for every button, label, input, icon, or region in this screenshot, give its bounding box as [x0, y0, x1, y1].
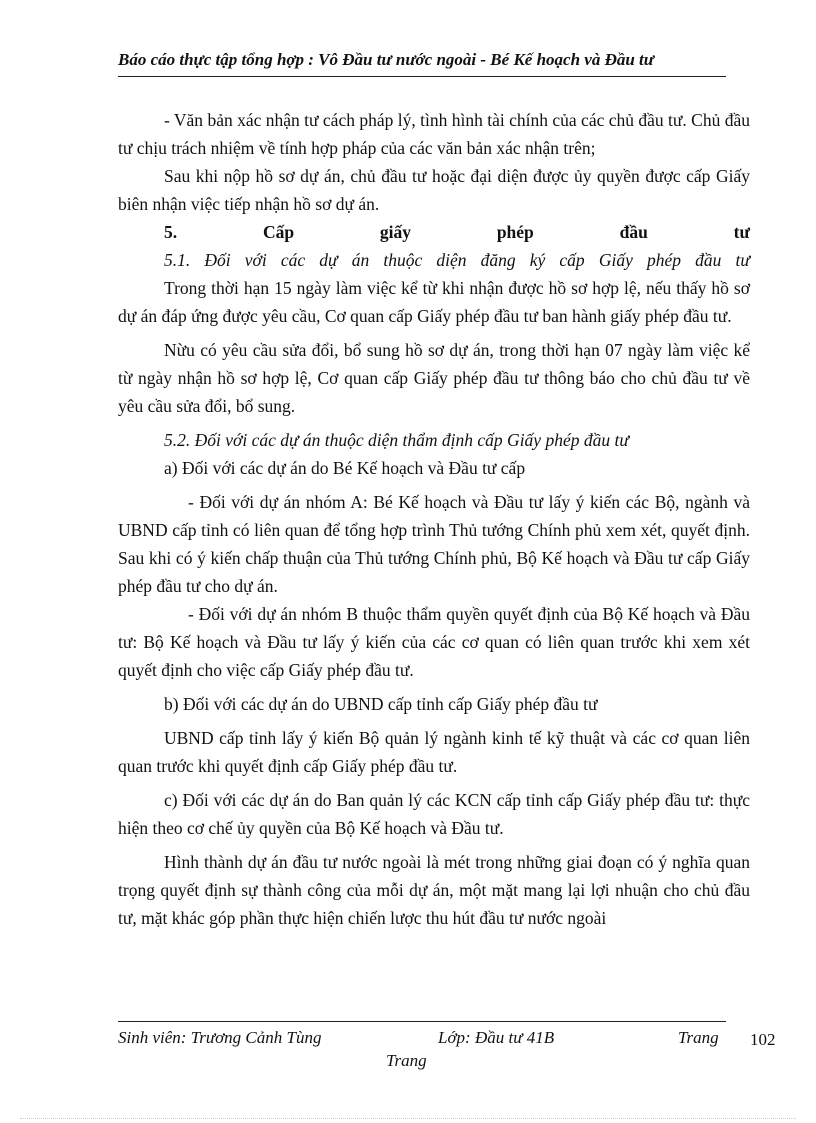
subheading-5-1: [118, 246, 750, 274]
subheading-word: Đối: [204, 250, 231, 270]
paragraph-bullet-legal: - Văn bản xác nhận tư cách pháp lý, tình hình tài chính của các chủ đầu tư. Chủ đầu tư chịu trách nhiệm về tính hợp pháp của các văn bản xác nhận trên;: [118, 110, 750, 158]
heading-word: 5.: [164, 222, 178, 242]
item-a: a) Đối với các dự án do Bé Kế hoạch và Đầu tư cấp: [164, 458, 526, 478]
subheading-word: dự: [319, 250, 338, 270]
subheading-word: Giấy: [598, 250, 633, 270]
page-number: 102: [750, 1030, 776, 1049]
paragraph-15-days: Trong thời hạn 15 ngày làm việc kể từ khi nhận được hồ sơ hợp lệ, nếu thấy hồ sơ dự án đáp ứng được yêu cầu, Cơ quan cấp Giấy phép đầu tư ban hành giấy phép đầu tư.: [118, 278, 750, 326]
heading-word: phép: [496, 222, 534, 242]
item-b: b) Đối với các dự án do UBND cấp tỉnh cấp Giấy phép đầu tư: [164, 694, 598, 714]
page-header: Báo cáo thực tập tổng hợp : Vô Đầu tư nước ngoài - Bé Kế hoạch và Đầu tư: [118, 50, 654, 69]
heading-word: giấy: [379, 222, 411, 242]
heading-word: Cấp: [262, 222, 295, 242]
footer-class: Lớp: Đầu tư 41B: [438, 1028, 555, 1047]
subheading-word: cấp: [559, 250, 585, 270]
bullet-group-b: - Đối với dự án nhóm B thuộc thẩm quyền quyết định của Bộ Kế hoạch và Đầu tư: Bộ Kế hoạch và Đầu tư lấy ý kiến của các cơ quan có liên quan trước khi xem xét quyết định cho việc cấp Giấy phép đầu tư.: [118, 604, 750, 680]
section-heading-5: [118, 218, 750, 246]
subheading-word: án: [351, 250, 370, 270]
subheading-word: thuộc: [383, 250, 423, 270]
paragraph-conclusion: Hình thành dự án đầu tư nước ngoài là mét trong những giai đoạn có ý nghĩa quan trọng quyết định sự thành công của mỗi dự án, một mặt mang lại lợi nhuận cho chủ đầu tư, mặt khác góp phần thực hiện chiến lược thu hút đầu tư nước ngoài: [118, 852, 750, 928]
footer-student: Sinh viên: Trương Cảnh Tùng: [118, 1028, 322, 1047]
paragraph-receipt: Sau khi nộp hồ sơ dự án, chủ đầu tư hoặc đại diện được ủy quyền được cấp Giấy biên nhận việc tiếp nhận hồ sơ dự án.: [118, 166, 750, 214]
bullet-group-a: - Đối với dự án nhóm A: Bé Kế hoạch và Đầu tư lấy ý kiến các Bộ, ngành và UBND cấp tỉnh có liên quan để tổng hợp trình Thủ tướng Chính phủ xem xét, quyết định. Sau khi có ý kiến chấp thuận của Thủ tướng Chính phủ, Bộ Kế hoạch và Đầu tư cấp Giấy phép đầu tư cho dự án.: [118, 492, 750, 596]
subheading-word: phép: [646, 250, 681, 270]
footer-trang: Trang: [678, 1028, 719, 1047]
paragraph-ubnd: UBND cấp tỉnh lấy ý kiến Bộ quản lý ngành kinh tế kỹ thuật và các cơ quan liên quan trước khi quyết định cấp Giấy phép đầu tư.: [118, 728, 750, 776]
heading-word: đầu: [619, 222, 648, 242]
subheading-word: 5.1.: [164, 250, 191, 270]
footer-rule: [118, 1021, 726, 1022]
paragraph-07-days: Nừu có yêu cầu sửa đổi, bổ sung hồ sơ dự án, trong thời hạn 07 ngày làm việc kể từ ngày nhận hồ sơ hợp lệ, Cơ quan cấp Giấy phép đầu tư thông báo cho chủ đầu tư về yêu cầu sửa đổi, bổ sung.: [118, 340, 750, 416]
document-body: [118, 106, 750, 932]
subheading-word: đầu: [695, 250, 722, 270]
header-rule: [118, 76, 726, 77]
footer-trang-2: Trang: [386, 1051, 427, 1070]
page-bottom-divider: [20, 1118, 796, 1119]
heading-word: tư: [733, 222, 750, 242]
subheading-word: các: [280, 250, 306, 270]
subheading-5-2: 5.2. Đối với các dự án thuộc diện thẩm định cấp Giấy phép đầu tư: [164, 430, 629, 450]
subheading-word: ký: [529, 250, 546, 270]
item-c: c) Đối với các dự án do Ban quản lý các KCN cấp tỉnh cấp Giấy phép đầu tư: thực hiện theo cơ chế ủy quyền của Bộ Kế hoạch và Đầu tư.: [118, 790, 750, 838]
subheading-word: tư: [735, 250, 750, 270]
subheading-word: với: [244, 250, 267, 270]
subheading-word: đăng: [480, 250, 516, 270]
subheading-word: diện: [436, 250, 467, 270]
